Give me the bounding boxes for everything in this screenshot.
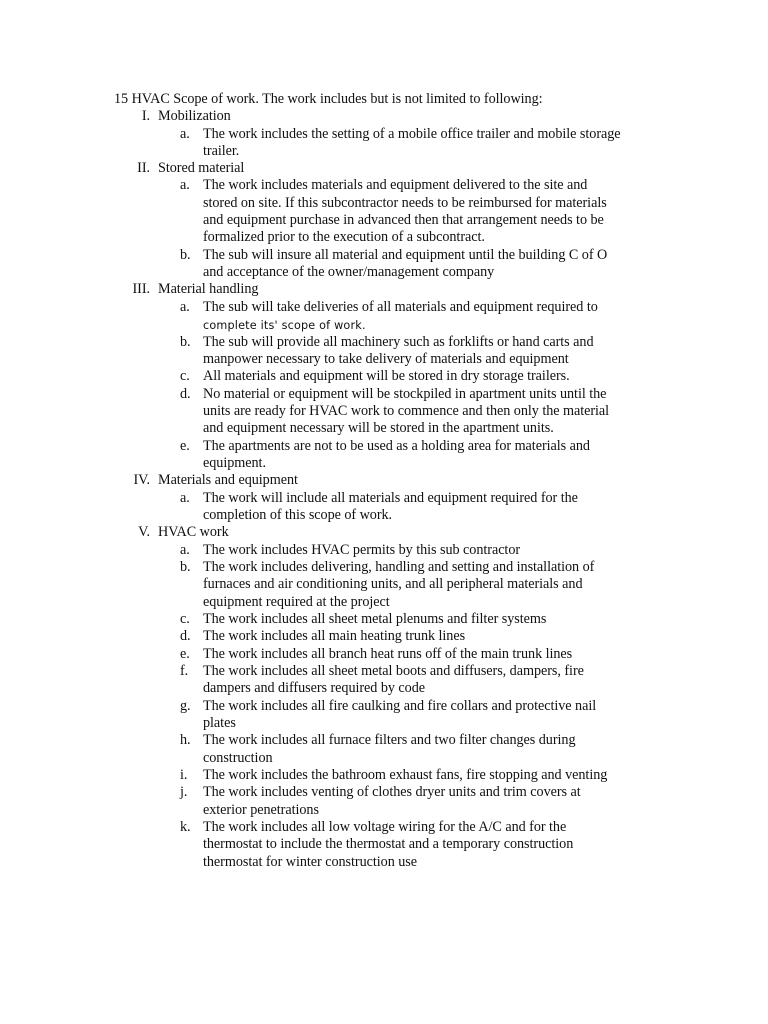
section-label: Stored material [158, 160, 245, 176]
item-text: The apartments are not to be used as a holding area for materials and [203, 438, 590, 454]
item-text: No material or equipment will be stockpiled in apartment units until the [203, 386, 607, 402]
item-letter: e. [180, 646, 190, 662]
item-letter: e. [180, 438, 190, 454]
item-text: The work includes the bathroom exhaust fans, fire stopping and venting [203, 767, 608, 783]
document-title: 15 HVAC Scope of work. The work includes but is not limited to following: [114, 91, 543, 107]
section-label: HVAC work [158, 524, 229, 540]
item-text: The work includes all sheet metal boots and diffusers, dampers, fire [203, 663, 584, 679]
item-letter: g. [180, 698, 191, 714]
item-text: All materials and equipment will be stored in dry storage trailers. [203, 368, 570, 384]
item-letter: a. [180, 299, 190, 315]
item-letter: b. [180, 334, 191, 350]
item-text: The work will include all materials and equipment required for the [203, 490, 578, 506]
item-letter: b. [180, 247, 191, 263]
section-label: Mobilization [158, 108, 231, 124]
section-number: III. [132, 281, 150, 297]
item-letter: a. [180, 490, 190, 506]
item-letter: k. [180, 819, 191, 835]
section-number: V. [138, 524, 150, 540]
item-text: The sub will insure all material and equipment until the building C of O [203, 247, 608, 263]
item-letter: a. [180, 542, 190, 558]
item-text: The work includes materials and equipment delivered to the site and [203, 177, 588, 193]
item-text: The sub will take deliveries of all materials and equipment required to [203, 299, 598, 315]
item-text: The work includes all low voltage wiring for the A/C and for the [203, 819, 567, 835]
item-text: The work includes all sheet metal plenums and filter systems [203, 611, 547, 627]
item-text: The work includes delivering, handling and setting and installation of [203, 559, 595, 575]
item-letter: c. [180, 611, 190, 627]
item-text: The sub will provide all machinery such as forklifts or hand carts and [203, 334, 594, 350]
item-letter: c. [180, 368, 190, 384]
section-number: I. [141, 108, 150, 124]
item-text: The work includes all main heating trunk lines [203, 628, 466, 644]
section-number: II. [137, 160, 150, 176]
document-page: 15 HVAC Scope of work. The work includes but is not limited to following: I. Mobilization a. The work includes the setting of a mobile office trailer and mobile storage trailer. II. Stored material a. The work includes materials and equipment delivered to the site and stored on site. If this subcontractor needs to be reimbursed for materials and equipment purchase in advanced then that arrangement needs to be formalized prior to the execution of a subcontract. b. The sub will insure all material and equipment until the building C of O and acceptance of the owner/management company III. Material handling a. The sub will take deliveries of all materials and equipment required to complete its' scope of work. b. The sub will provide all machinery such as forklifts or hand carts and manpower necessary to take delivery of materials and equipment c. All materials and equipment will be stored in dry storage trailers. d. No material or equipment will be stockpiled in apartment units until the units are ready for HVAC work to commence and then only the material and equipment necessary will be stored in the apartment units. e. The apartments are not to be used as a holding area for materials and equipment. IV. Materials and equipment a. The work will include all materials and equipment required for the completion of this scope of work. V. HVAC work a. The work includes HVAC permits by this sub contractor b. The work includes delivering, handling and setting and installation of furnaces and air conditioning units, and all peripheral materials and equipment required at the project c. The work includes all sheet metal plenums and filter systems d. The work includes all main heating trunk lines e. The work includes all branch heat runs off of the main trunk lines f. The work includes all sheet metal boots and diffusers, dampers, fire dampers and diffusers required by code g. The work includes all fire caulking and fire collars and protective nail plates h. The work includes all furnace filters and two filter changes during construction i. The work includes the bathroom exhaust fans, fire stopping and venting j. The work includes venting of clothes dryer units and trim covers at exterior penetrations k. The work includes all low voltage wiring for the A/C and for the thermostat to include the thermostat and a temporary construction thermostat for winter construction use [0, 0, 768, 1024]
item-text: The work includes the setting of a mobile office trailer and mobile storage [203, 126, 621, 142]
item-text: The work includes all furnace filters and two filter changes during [203, 732, 576, 748]
item-text: The work includes all fire caulking and fire collars and protective nail [203, 698, 597, 714]
item-letter: a. [180, 177, 190, 193]
item-letter: i. [180, 767, 188, 783]
item-letter: d. [180, 386, 191, 402]
item-letter: d. [180, 628, 191, 644]
item-letter: j. [180, 784, 188, 800]
item-letter: a. [180, 126, 190, 142]
item-text: The work includes HVAC permits by this sub contractor [203, 542, 521, 558]
item-letter: h. [180, 732, 191, 748]
item-text: The work includes all branch heat runs off of the main trunk lines [203, 646, 573, 662]
section-number: IV. [133, 472, 150, 488]
item-letter: f. [180, 663, 189, 679]
section-label: Materials and equipment [158, 472, 298, 488]
item-text: The work includes venting of clothes dryer units and trim covers at [203, 784, 581, 800]
item-letter: b. [180, 559, 191, 575]
section-label: Material handling [158, 281, 259, 297]
